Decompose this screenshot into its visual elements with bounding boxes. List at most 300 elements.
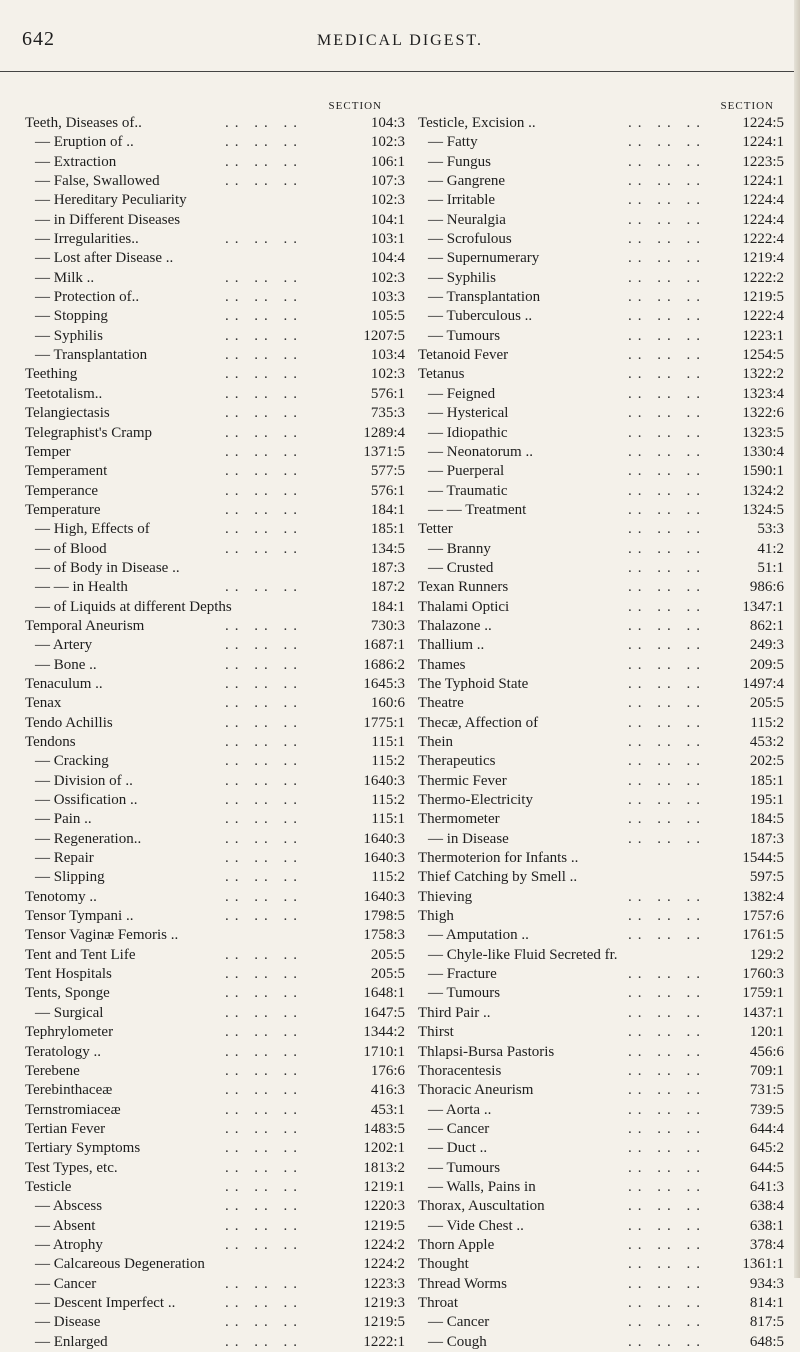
leader-dots: .. .. ..	[628, 579, 706, 596]
index-entry	[25, 888, 410, 907]
section-reference: 739:5	[749, 1101, 784, 1118]
index-entry	[25, 1236, 410, 1255]
leader-dots: .. .. ..	[225, 482, 303, 499]
section-reference: 115:1	[371, 811, 405, 828]
section-reference: 134:5	[370, 540, 405, 557]
section-reference: 1344:2	[363, 1024, 405, 1041]
index-entry	[418, 1004, 788, 1023]
index-entry	[25, 230, 410, 249]
index-entry	[418, 1236, 788, 1255]
index-entry	[418, 307, 788, 326]
index-term: — Transplantation	[428, 289, 541, 306]
index-term: — — Treatment	[428, 501, 527, 518]
index-term: — Idiopathic	[428, 424, 508, 441]
index-column-left	[25, 98, 410, 1352]
index-term: — Regeneration..	[35, 830, 142, 847]
index-entry	[418, 424, 788, 443]
index-term: — Duct ..	[428, 1140, 488, 1157]
section-reference: 1219:5	[742, 289, 784, 306]
section-heading-label: SECTION	[328, 100, 382, 112]
index-entry	[25, 559, 410, 578]
index-entry	[25, 385, 410, 404]
index-term: Teetotalism..	[25, 385, 103, 402]
leader-dots: .. .. ..	[628, 637, 706, 654]
index-term: The Typhoid State	[418, 675, 529, 692]
leader-dots: .. .. ..	[225, 1082, 303, 1099]
section-reference: 115:2	[371, 869, 405, 886]
section-reference: 378:4	[749, 1236, 784, 1253]
section-reference: 205:5	[370, 946, 405, 963]
index-term: — Calcareous Degeneration	[35, 1256, 205, 1273]
index-term: Tent Hospitals	[25, 966, 112, 983]
section-reference: 709:1	[749, 1062, 784, 1079]
leader-dots: .. .. ..	[225, 966, 303, 983]
section-reference: 735:3	[370, 405, 405, 422]
section-reference: 1224:4	[742, 211, 784, 228]
index-term: — Hysterical	[428, 405, 509, 422]
section-reference: 1647:5	[363, 1004, 405, 1021]
section-reference: 1324:5	[742, 501, 784, 518]
section-reference: 1497:4	[742, 675, 784, 692]
section-reference: 1323:5	[742, 424, 784, 441]
index-entry	[25, 482, 410, 501]
leader-dots: .. .. ..	[628, 888, 706, 905]
index-term: Thermo-Electricity	[418, 792, 533, 809]
section-heading-label: SECTION	[720, 100, 774, 112]
leader-dots: .. .. ..	[628, 559, 706, 576]
index-entry	[418, 1178, 788, 1197]
leader-dots: .. .. ..	[225, 231, 303, 248]
index-entry	[418, 656, 788, 675]
leader-dots: .. .. ..	[225, 1314, 303, 1331]
index-entry	[418, 230, 788, 249]
leader-dots: .. .. ..	[628, 173, 706, 190]
index-term: — Bone ..	[35, 656, 97, 673]
index-entries-left	[25, 114, 410, 1352]
leader-dots: .. .. ..	[225, 289, 303, 306]
section-reference: 102:3	[370, 366, 405, 383]
index-entry	[25, 926, 410, 945]
section-reference: 53:3	[757, 521, 784, 538]
index-entry	[418, 926, 788, 945]
index-entry	[418, 617, 788, 636]
section-reference: 1640:3	[363, 830, 405, 847]
index-term: Tensor Tympani ..	[25, 908, 134, 925]
section-reference: 1219:5	[363, 1217, 405, 1234]
index-entry	[418, 559, 788, 578]
leader-dots: .. .. ..	[225, 1004, 303, 1021]
section-reference: 1544:5	[742, 850, 784, 867]
index-entry	[25, 1333, 410, 1352]
leader-dots: .. .. ..	[628, 327, 706, 344]
index-entry	[418, 249, 788, 268]
section-reference: 104:1	[370, 211, 405, 228]
index-entry	[418, 694, 788, 713]
index-term: Thames	[418, 656, 466, 673]
leader-dots: .. .. ..	[225, 405, 303, 422]
section-reference: 862:1	[749, 617, 784, 634]
index-term: Tenotomy ..	[25, 888, 97, 905]
section-reference: 934:3	[749, 1275, 784, 1292]
index-term: Thecæ, Affection of	[418, 714, 539, 731]
section-reference: 1758:3	[363, 927, 405, 944]
section-reference: 104:3	[370, 115, 405, 131]
leader-dots: .. .. ..	[628, 1217, 706, 1234]
leader-dots: .. .. ..	[225, 1198, 303, 1215]
leader-dots: .. .. ..	[225, 888, 303, 905]
section-reference: 106:1	[370, 153, 405, 170]
section-reference: 202:5	[749, 753, 784, 770]
section-reference: 1640:3	[363, 888, 405, 905]
section-reference: 1222:1	[363, 1333, 405, 1350]
section-reference: 453:2	[749, 734, 784, 750]
index-term: — Irregularities..	[35, 231, 139, 248]
leader-dots: .. .. ..	[225, 501, 303, 518]
leader-dots: .. .. ..	[225, 1024, 303, 1041]
index-term: Thalazone ..	[418, 617, 492, 634]
index-term: — False, Swallowed	[35, 173, 160, 190]
index-term: — Pain ..	[35, 811, 92, 828]
leader-dots: .. .. ..	[225, 540, 303, 557]
leader-dots: .. .. ..	[628, 540, 706, 557]
index-entry	[25, 636, 410, 655]
index-term: Third Pair ..	[418, 1004, 491, 1021]
section-reference: 184:5	[749, 811, 784, 828]
index-term: Tertian Fever	[25, 1120, 106, 1137]
leader-dots: .. .. ..	[225, 714, 303, 731]
index-entry	[25, 694, 410, 713]
leader-dots: .. .. ..	[225, 579, 303, 596]
index-term: — Artery	[35, 637, 93, 654]
leader-dots: .. .. ..	[628, 714, 706, 731]
index-entry	[25, 327, 410, 346]
section-reference: 1590:1	[742, 463, 784, 480]
index-term: Tephrylometer	[25, 1024, 114, 1041]
leader-dots: .. .. ..	[628, 830, 706, 847]
page-header	[0, 28, 800, 58]
leader-dots: .. .. ..	[628, 1082, 706, 1099]
leader-dots: .. .. ..	[628, 695, 706, 712]
index-term: — Walls, Pains in	[428, 1178, 536, 1195]
index-term: Teratology ..	[25, 1043, 102, 1060]
section-reference: 1759:1	[742, 985, 784, 1002]
section-reference: 1224:2	[363, 1236, 405, 1253]
index-term: — Cough	[428, 1333, 487, 1350]
index-entry	[418, 1294, 788, 1313]
section-reference: 1640:3	[363, 850, 405, 867]
leader-dots: .. .. ..	[225, 1217, 303, 1234]
section-reference: 51:1	[757, 559, 784, 576]
index-entry	[25, 501, 410, 520]
leader-dots: .. .. ..	[225, 134, 303, 151]
index-entry	[25, 346, 410, 365]
section-reference: 205:5	[749, 695, 784, 712]
index-term: Thread Worms	[418, 1275, 507, 1292]
index-entry	[418, 288, 788, 307]
index-entry	[25, 714, 410, 733]
index-entry	[25, 752, 410, 771]
index-term: Temperance	[25, 482, 99, 499]
index-entry	[418, 482, 788, 501]
section-reference: 597:5	[749, 869, 784, 886]
index-term: Tetter	[418, 521, 453, 538]
index-entry	[418, 365, 788, 384]
index-term: Thorn Apple	[418, 1236, 495, 1253]
index-entry	[418, 501, 788, 520]
index-term: — Tumours	[428, 1159, 501, 1176]
index-term: — Ossification ..	[35, 792, 138, 809]
section-reference: 1371:5	[363, 443, 405, 460]
section-reference: 1687:1	[363, 637, 405, 654]
index-entry	[25, 1255, 410, 1274]
leader-dots: .. .. ..	[225, 308, 303, 325]
index-entry	[25, 1023, 410, 1042]
index-entry	[25, 849, 410, 868]
page-number: 642	[22, 28, 55, 50]
index-entry	[25, 365, 410, 384]
index-term: Teeth, Diseases of..	[25, 115, 142, 131]
section-reference: 638:1	[749, 1217, 784, 1234]
index-term: — Disease	[35, 1314, 101, 1331]
index-entry	[418, 1197, 788, 1216]
section-reference: 105:5	[370, 308, 405, 325]
index-entry	[25, 269, 410, 288]
index-term: — Puerperal	[428, 463, 505, 480]
index-term: — Supernumerary	[428, 250, 540, 267]
header-rule	[0, 71, 800, 72]
index-entry	[418, 540, 788, 559]
leader-dots: .. .. ..	[225, 1333, 303, 1350]
leader-dots: .. .. ..	[225, 463, 303, 480]
leader-dots: .. .. ..	[628, 734, 706, 750]
section-reference: 1254:5	[742, 347, 784, 364]
index-term: Thigh	[418, 908, 454, 925]
index-term: Thoracic Aneurism	[418, 1082, 534, 1099]
index-term: — Syphilis	[428, 269, 496, 286]
leader-dots: .. .. ..	[225, 269, 303, 286]
index-term: Thallium ..	[418, 637, 485, 654]
index-term: — in Different Diseases	[35, 211, 181, 228]
leader-dots: .. .. ..	[225, 1236, 303, 1253]
index-entry	[25, 946, 410, 965]
index-entry	[418, 114, 788, 133]
leader-dots: .. .. ..	[225, 366, 303, 383]
index-entry	[25, 114, 410, 133]
index-entry	[25, 520, 410, 539]
index-term: Thorax, Auscultation	[418, 1198, 545, 1215]
index-entry	[418, 636, 788, 655]
index-entry	[25, 288, 410, 307]
index-entry	[25, 772, 410, 791]
leader-dots: .. .. ..	[225, 347, 303, 364]
index-entry	[418, 1101, 788, 1120]
section-reference: 1347:1	[742, 598, 784, 615]
index-entry	[25, 598, 410, 617]
index-term: — Tumours	[428, 985, 501, 1002]
index-entry	[25, 810, 410, 829]
leader-dots: .. .. ..	[628, 675, 706, 692]
index-term: — Cancer	[35, 1275, 97, 1292]
index-entry	[25, 1081, 410, 1100]
leader-dots: .. .. ..	[225, 1140, 303, 1157]
index-term: — Vide Chest ..	[428, 1217, 524, 1234]
section-reference: 1224:1	[742, 134, 784, 151]
index-entry	[25, 1178, 410, 1197]
index-term: — Slipping	[35, 869, 105, 886]
index-entry	[25, 1217, 410, 1236]
index-entry	[418, 133, 788, 152]
leader-dots: .. .. ..	[225, 1062, 303, 1079]
leader-dots: .. .. ..	[225, 443, 303, 460]
index-entry	[25, 540, 410, 559]
leader-dots: .. .. ..	[628, 443, 706, 460]
leader-dots: .. .. ..	[225, 1294, 303, 1311]
section-reference: 1361:1	[742, 1256, 784, 1273]
index-term: Terebene	[25, 1062, 80, 1079]
section-reference: 1322:2	[742, 366, 784, 383]
section-reference: 160:6	[370, 695, 405, 712]
index-term: Tents, Sponge	[25, 985, 110, 1002]
section-reference: 456:6	[749, 1043, 784, 1060]
index-entry	[25, 830, 410, 849]
index-term: — Atrophy	[35, 1236, 103, 1253]
section-reference: 644:5	[749, 1159, 784, 1176]
leader-dots: .. .. ..	[628, 347, 706, 364]
section-reference: 103:4	[370, 347, 405, 364]
section-reference: 102:3	[370, 192, 405, 209]
index-entry	[418, 714, 788, 733]
index-term: Tensor Vaginæ Femoris ..	[25, 927, 179, 944]
section-reference: 1222:2	[742, 269, 784, 286]
section-heading-right	[418, 98, 788, 114]
index-entry	[25, 733, 410, 752]
index-entry	[418, 211, 788, 230]
index-term: Tenax	[25, 695, 62, 712]
section-reference: 1222:4	[742, 308, 784, 325]
leader-dots: .. .. ..	[628, 211, 706, 228]
section-reference: 644:4	[749, 1120, 784, 1137]
index-entry	[418, 346, 788, 365]
section-reference: 1324:2	[742, 482, 784, 499]
index-entry	[25, 211, 410, 230]
section-reference: 1224:1	[742, 173, 784, 190]
index-term: — Milk ..	[35, 269, 95, 286]
section-reference: 176:6	[370, 1062, 405, 1079]
index-entry	[418, 984, 788, 1003]
leader-dots: .. .. ..	[628, 192, 706, 209]
index-term: — Transplantation	[35, 347, 148, 364]
section-reference: 645:2	[749, 1140, 784, 1157]
leader-dots: .. .. ..	[628, 1178, 706, 1195]
leader-dots: .. .. ..	[628, 153, 706, 170]
index-entry	[25, 965, 410, 984]
index-entry	[418, 385, 788, 404]
index-term: Thlapsi-Bursa Pastoris	[418, 1043, 555, 1060]
index-term: Tendo Achillis	[25, 714, 113, 731]
section-reference: 1761:5	[742, 927, 784, 944]
section-reference: 107:3	[370, 173, 405, 190]
index-term: — Surgical	[35, 1004, 104, 1021]
section-reference: 1437:1	[742, 1004, 784, 1021]
index-entry	[418, 849, 788, 868]
index-term: — of Liquids at different Depths	[35, 598, 232, 615]
leader-dots: .. .. ..	[225, 173, 303, 190]
section-reference: 187:3	[370, 559, 405, 576]
section-reference: 1223:5	[742, 153, 784, 170]
section-reference: 986:6	[749, 579, 784, 596]
index-entry	[25, 1313, 410, 1332]
index-term: Thought	[418, 1256, 469, 1273]
index-entry	[418, 946, 788, 965]
index-term: — Cracking	[35, 753, 109, 770]
index-entry	[25, 307, 410, 326]
index-term: — Fungus	[428, 153, 491, 170]
index-term: — — in Health	[35, 579, 128, 596]
index-entry	[418, 578, 788, 597]
index-entry	[25, 1004, 410, 1023]
index-entry	[418, 1333, 788, 1352]
leader-dots: .. .. ..	[628, 656, 706, 673]
index-term: — Extraction	[35, 153, 117, 170]
section-reference: 817:5	[749, 1314, 784, 1331]
index-term: Tetanoid Fever	[418, 347, 509, 364]
index-entry	[25, 1120, 410, 1139]
index-term: — Tuberculous ..	[428, 308, 533, 325]
index-entry	[418, 1159, 788, 1178]
section-reference: 1483:5	[363, 1120, 405, 1137]
section-reference: 115:2	[371, 792, 405, 809]
index-entry	[418, 1313, 788, 1332]
index-term: Temper	[25, 443, 71, 460]
index-entry	[418, 868, 788, 887]
leader-dots: .. .. ..	[225, 695, 303, 712]
index-term: Tetanus	[418, 366, 465, 383]
index-term: — Cancer	[428, 1120, 490, 1137]
page-edge	[794, 0, 800, 1278]
leader-dots: .. .. ..	[225, 327, 303, 344]
index-term: Ternstromiaceæ	[25, 1101, 121, 1118]
index-term: — Aorta ..	[428, 1101, 492, 1118]
index-term: — Lost after Disease ..	[35, 250, 174, 267]
section-reference: 1219:5	[363, 1314, 405, 1331]
index-entry	[25, 443, 410, 462]
section-reference: 1760:3	[742, 966, 784, 983]
leader-dots: .. .. ..	[225, 908, 303, 925]
section-reference: 416:3	[370, 1082, 405, 1099]
leader-dots: .. .. ..	[628, 598, 706, 615]
section-reference: 187:2	[370, 579, 405, 596]
index-term: — Eruption of ..	[35, 134, 134, 151]
leader-dots: .. .. ..	[628, 1236, 706, 1253]
section-reference: 638:4	[749, 1198, 784, 1215]
index-entry	[418, 462, 788, 481]
leader-dots: .. .. ..	[225, 115, 303, 131]
index-entry	[25, 462, 410, 481]
running-title: MEDICAL DIGEST.	[317, 32, 483, 49]
section-reference: 1219:3	[363, 1294, 405, 1311]
section-reference: 1219:4	[742, 250, 784, 267]
index-entry	[25, 1101, 410, 1120]
index-term: — Feigned	[428, 385, 496, 402]
leader-dots: .. .. ..	[628, 927, 706, 944]
index-entry	[418, 888, 788, 907]
leader-dots: .. .. ..	[628, 985, 706, 1002]
leader-dots: .. .. ..	[628, 482, 706, 499]
section-reference: 1330:4	[742, 443, 784, 460]
index-entry	[418, 965, 788, 984]
index-entry	[418, 1139, 788, 1158]
leader-dots: .. .. ..	[225, 734, 303, 750]
